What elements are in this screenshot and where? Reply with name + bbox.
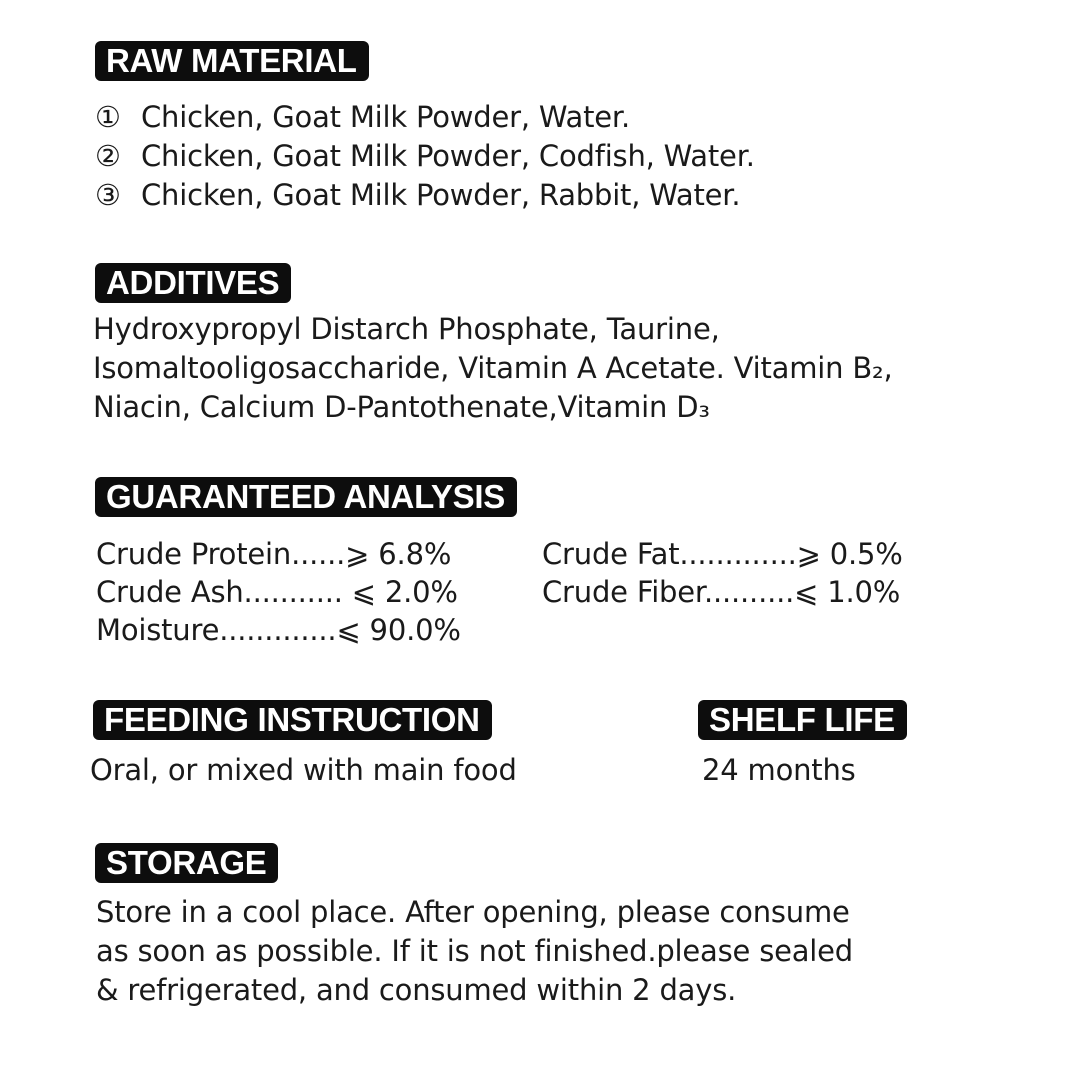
item-number: ① [95,100,121,134]
analysis-left-column [96,535,461,649]
analysis-right-column [542,535,903,611]
analysis-crude-ash: Crude Ash........... ⩽ 2.0% [96,575,458,609]
storage-heading: STORAGE [95,843,278,883]
analysis-moisture: Moisture.............⩽ 90.0% [96,613,461,647]
item-text: Chicken, Goat Milk Powder, Codfish, Water. [141,139,755,173]
item-number: ② [95,139,121,173]
storage-line: Store in a cool place. After opening, please consume [96,895,850,929]
analysis-crude-protein: Crude Protein......⩾ 6.8% [96,537,452,571]
storage-line: as soon as possible. If it is not finished.please sealed [96,934,854,968]
storage-line: & refrigerated, and consumed within 2 days. [96,973,737,1007]
additives-heading: ADDITIVES [95,263,291,303]
analysis-crude-fat: Crude Fat.............⩾ 0.5% [542,537,903,571]
additives-line: Hydroxypropyl Distarch Phosphate, Taurine, [93,312,720,346]
item-number: ③ [95,178,121,212]
item-text: Chicken, Goat Milk Powder, Water. [141,100,630,134]
raw-material-list [95,98,755,215]
additives-line: Niacin, Calcium D-Pantothenate,Vitamin D₃ [93,390,710,424]
feeding-instruction-text: Oral, or mixed with main food [90,753,517,787]
shelf-life-text: 24 months [702,753,856,787]
feeding-instruction-heading: FEEDING INSTRUCTION [93,700,492,740]
list-item [95,98,755,137]
guaranteed-analysis-heading: GUARANTEED ANALYSIS [95,477,517,517]
additives-text [93,310,893,427]
list-item [95,176,755,215]
shelf-life-heading: SHELF LIFE [698,700,907,740]
analysis-crude-fiber: Crude Fiber..........⩽ 1.0% [542,575,901,609]
item-text: Chicken, Goat Milk Powder, Rabbit, Water. [141,178,741,212]
raw-material-heading: RAW MATERIAL [95,41,369,81]
list-item [95,137,755,176]
storage-text [96,893,853,1010]
additives-line: Isomaltooligosaccharide, Vitamin A Acetate. Vitamin B₂, [93,351,893,385]
